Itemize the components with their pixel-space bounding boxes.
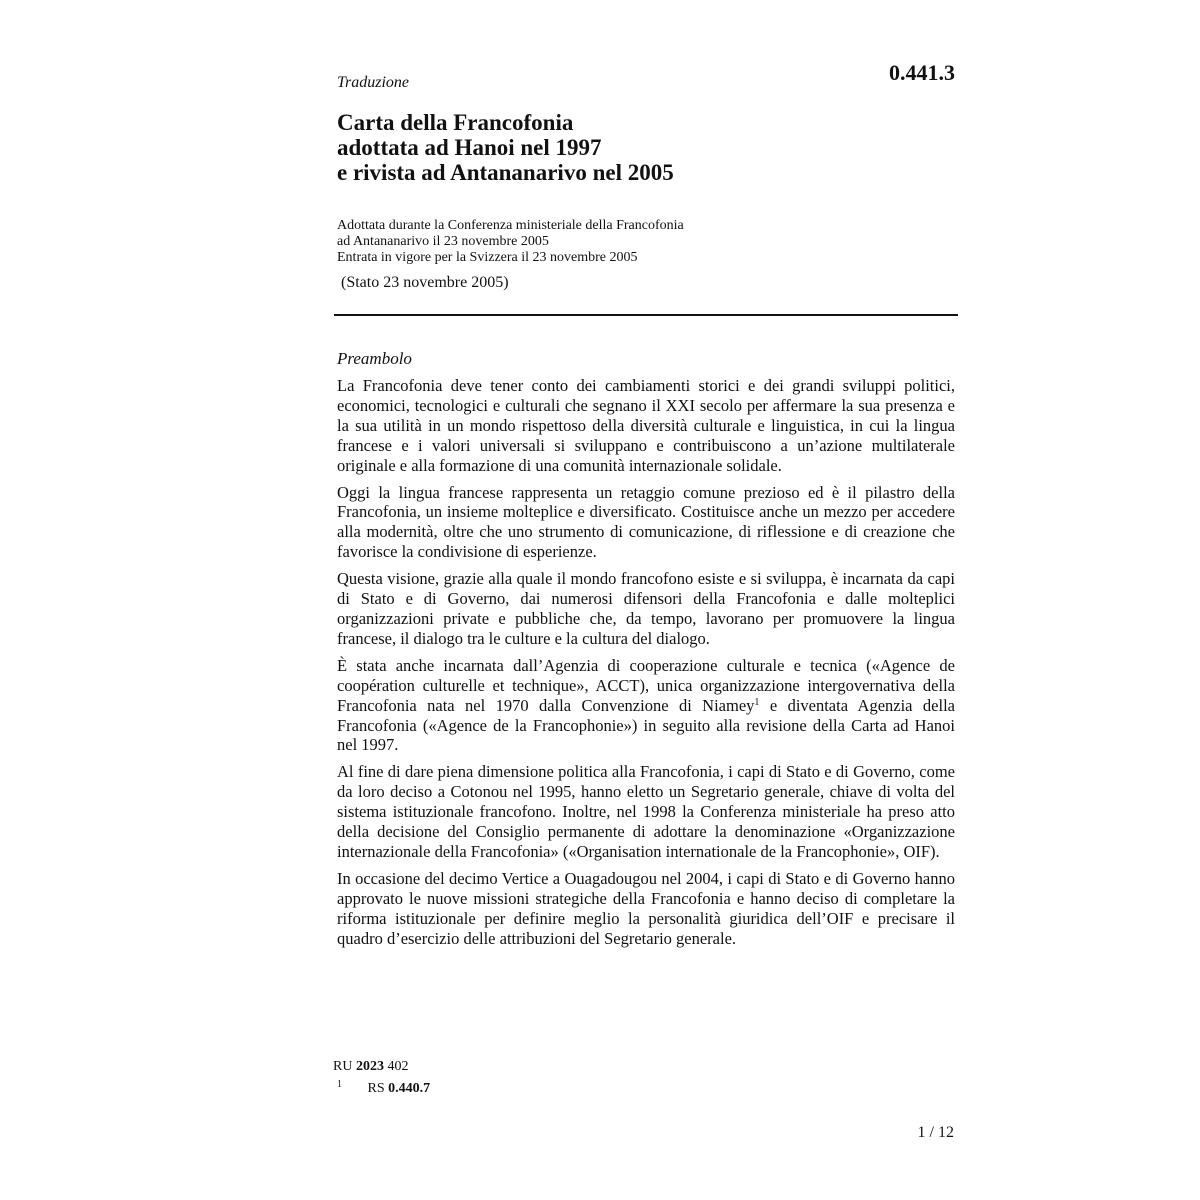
footnote (337, 1079, 430, 1097)
preamble-body (337, 376, 955, 955)
title-line: adottata ad Hanoi nel 1997 (337, 135, 602, 160)
ru-reference (333, 1059, 408, 1075)
header-divider (334, 314, 958, 316)
preamble-paragraph: In occasione del decimo Vertice a Ouagadougou nel 2004, i capi di Stato e di Governo hanno approvato le nuove missioni strategiche della Francofonia e hanno deciso di completare la riforma istituzionale per definire meglio la personalità giuridica dell’OIF e precisare il quadro d’esercizio delle attribuzioni del Segretario generale. (337, 868, 955, 948)
preamble-paragraph: La Francofonia deve tener conto dei cambiamenti storici e dei grandi sviluppi politici, economici, tecnologici e culturali che segnano il XXI secolo per affermare la sua presenza e la sua utilità in un mondo rispettoso della diversità culturale e linguistica, in cui la lingua francese e i valori universali si sviluppano e contribuiscono a un’azione multilaterale originale e alla formazione di una comunità internazionale solidale. (337, 376, 955, 475)
footnote-prefix: RS (367, 1081, 385, 1096)
translation-label: Traduzione (337, 74, 410, 91)
preamble-paragraph (337, 656, 955, 756)
preamble-heading: Preambolo (337, 349, 412, 368)
adoption-line: ad Antananarivo il 23 novembre 2005 (337, 234, 549, 249)
title-line: Carta della Francofonia (337, 110, 574, 135)
ru-year: 2023 (355, 1059, 384, 1074)
document-title (337, 110, 674, 185)
adoption-line: Entrata in vigore per la Svizzera il 23 novembre 2005 (337, 250, 638, 265)
paragraph-text: È stata anche incarnata dall’Agenzia di cooperazione culturale e tecnica («Agence de coopération culturelle et technique», ACCT), unica organizzazione intergovernativa della Francofonia nata nel 1970 dalla Convenzione di Niamey (337, 655, 955, 715)
footnote-number: 1 (337, 1079, 342, 1090)
footnote-reference[interactable]: 1 (754, 696, 760, 708)
page-number: 1 / 12 (917, 1124, 954, 1141)
document-code: 0.441.3 (889, 60, 955, 85)
status-date: (Stato 23 novembre 2005) (341, 274, 509, 291)
footnote-ref: 0.440.7 (388, 1081, 431, 1096)
title-line: e rivista ad Antananarivo nel 2005 (337, 160, 674, 185)
ru-page: 402 (387, 1059, 409, 1074)
preamble-paragraph: Questa visione, grazie alla quale il mondo francofono esiste e si sviluppa, è incarnata da capi di Stato e di Governo, dai numerosi difensori della Francofonia e dalle molteplici organizzazioni private e pubbliche che, da tempo, lavorano per promuovere la lingua francese, il dialogo tra le culture e la cultura del dialogo. (337, 569, 955, 648)
preamble-paragraph: Oggi la lingua francese rappresenta un retaggio comune prezioso ed è il pilastro della Francofonia, un insieme molteplice e diversificato. Costituisce anche un mezzo per accedere alla modernità, oltre che uno strumento di comunicazione, di riflessione e di creazione che favorisce la condivisione di esperienze. (337, 482, 955, 562)
paragraph-text: e diventata Agenzia della Francofonia («Agence de la Francophonie») in seguito alla revisione della Carta ad Hanoi nel 1997. (337, 695, 955, 755)
preamble-paragraph: Al fine di dare piena dimensione politica alla Francofonia, i capi di Stato e di Governo, come da loro deciso a Cotonou nel 1995, hanno eletto un Segretario generale, chiave di volta del sistema istituzionale francofono. Inoltre, nel 1998 la Conferenza ministeriale ha preso atto della decisione del Consiglio permanente di adottare la denominazione «Organizzazione internazionale della Francofonia» («Organisation internationale de la Francophonie», OIF). (337, 762, 955, 861)
adoption-line: Adottata durante la Conferenza ministeriale della Francofonia (337, 218, 684, 233)
adoption-info (337, 218, 684, 266)
ru-prefix: RU (333, 1059, 353, 1074)
